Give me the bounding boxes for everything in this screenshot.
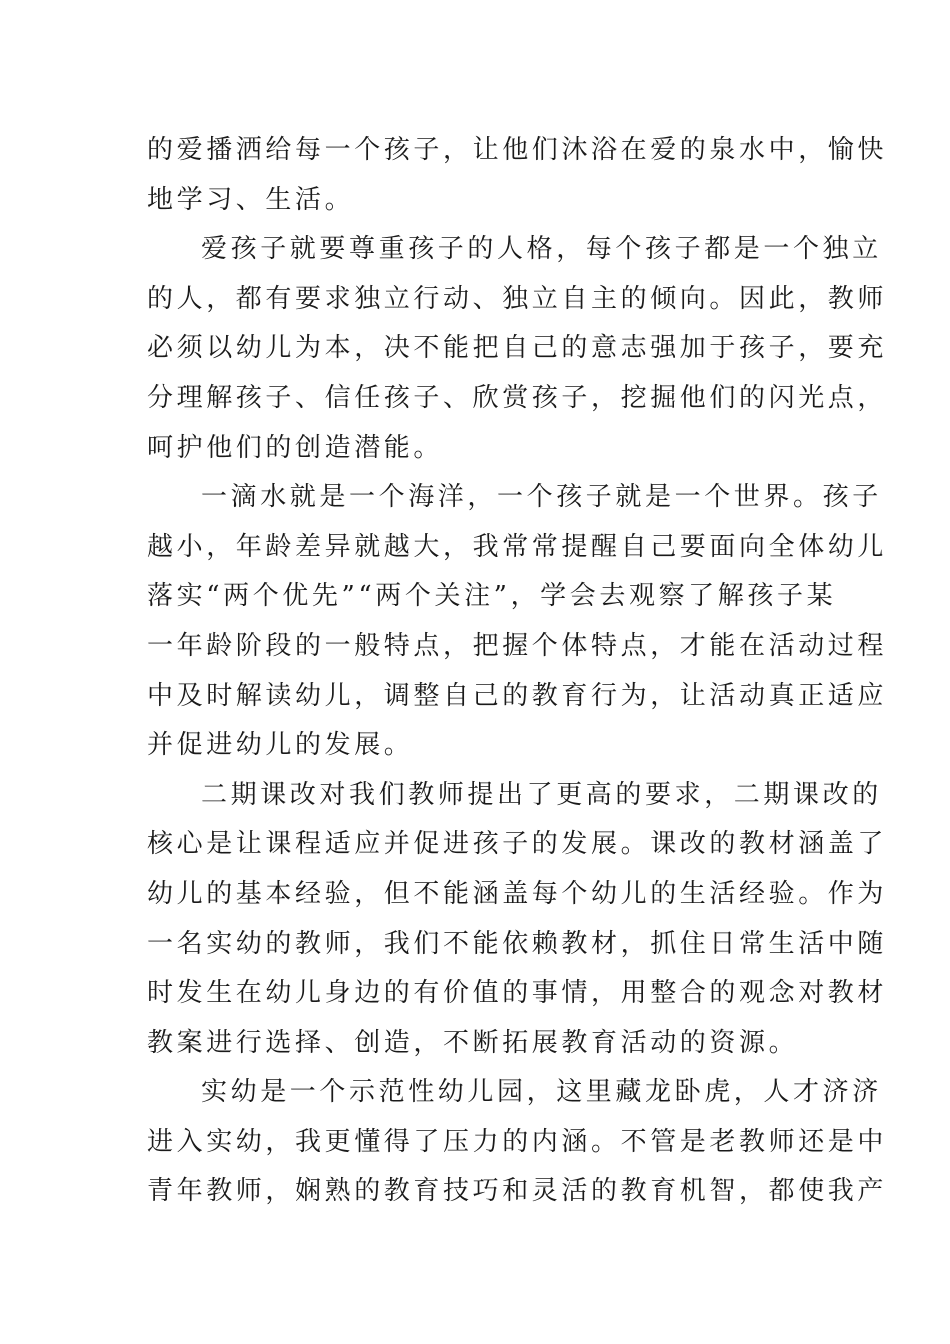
document-body bbox=[147, 126, 888, 1217]
text-line-19: 教案进行选择、创造，不断拓展教育活动的资源。 bbox=[147, 1027, 799, 1058]
text-line-7: 呵护他们的创造潜能。 bbox=[147, 432, 444, 463]
text-line-18: 时发生在幼儿身边的有价值的事情，用整合的观念对教材 bbox=[147, 978, 888, 1009]
text-line-22: 青年教师，娴熟的教育技巧和灵活的教育机智，都使我产 bbox=[147, 1176, 888, 1207]
text-line-4: 的人，都有要求独立行动、独立自主的倾向。因此，教师 bbox=[147, 283, 888, 314]
text-line-13: 并促进幼儿的发展。 bbox=[147, 730, 414, 761]
text-line-5: 必须以幼儿为本，决不能把自己的意志强加于孩子，要充 bbox=[147, 333, 888, 364]
text-line-10: 落实“两个优先”“两个关注”，学会去观察了解孩子某 bbox=[147, 581, 837, 612]
text-line-3: 爱孩子就要尊重孩子的人格，每个孩子都是一个独立 bbox=[201, 234, 882, 265]
text-line-14: 二期课改对我们教师提出了更高的要求，二期课改的 bbox=[201, 779, 882, 810]
text-line-20: 实幼是一个示范性幼儿园，这里藏龙卧虎，人才济济 bbox=[201, 1077, 882, 1108]
text-line-11: 一年龄阶段的一般特点，把握个体特点，才能在活动过程 bbox=[147, 630, 888, 661]
text-line-2: 地学习、生活。 bbox=[147, 184, 355, 215]
text-line-6: 分理解孩子、信任孩子、欣赏孩子，挖掘他们的闪光点， bbox=[147, 382, 888, 413]
text-line-21: 进入实幼，我更懂得了压力的内涵。不管是老教师还是中 bbox=[147, 1126, 888, 1157]
text-line-15: 核心是让课程适应并促进孩子的发展。课改的教材涵盖了 bbox=[147, 829, 888, 860]
text-line-16: 幼儿的基本经验，但不能涵盖每个幼儿的生活经验。作为 bbox=[147, 878, 888, 909]
text-line-1: 的爱播洒给每一个孩子，让他们沐浴在爱的泉水中，愉快 bbox=[147, 135, 888, 165]
text-line-9: 越小，年龄差异就越大，我常常提醒自己要面向全体幼儿 bbox=[147, 531, 888, 562]
text-line-12: 中及时解读幼儿，调整自己的教育行为，让活动真正适应 bbox=[147, 680, 888, 711]
text-line-8: 一滴水就是一个海洋，一个孩子就是一个世界。孩子 bbox=[201, 482, 882, 513]
text-line-17: 一名实幼的教师，我们不能依赖教材，抓住日常生活中随 bbox=[147, 928, 888, 959]
